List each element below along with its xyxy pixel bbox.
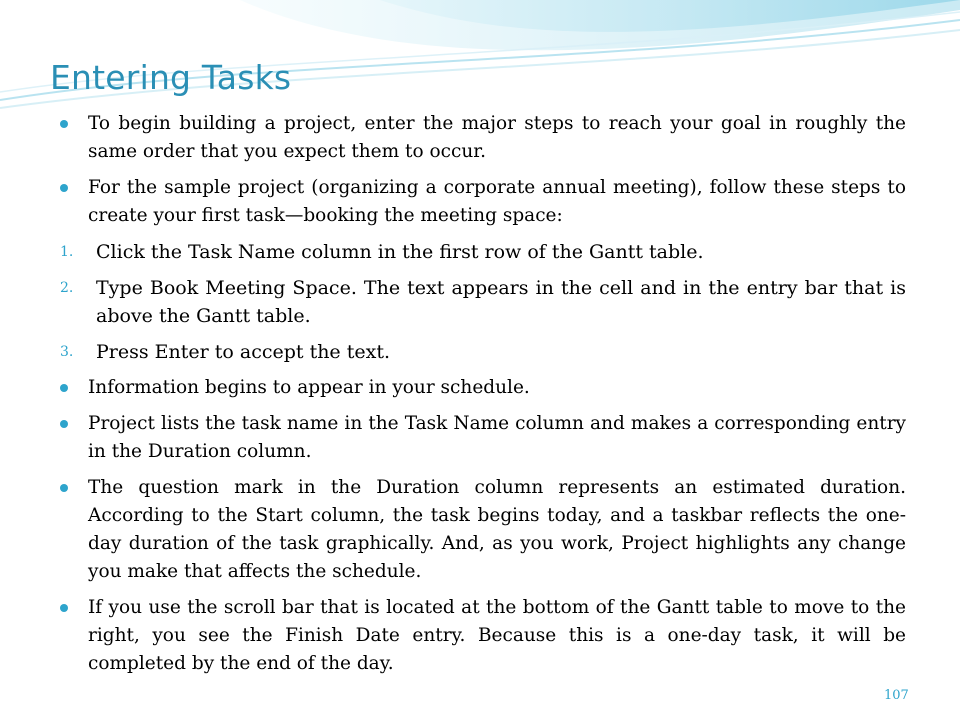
bullet-icon (60, 420, 68, 428)
item-text: Click the Task Name column in the first row of the Gantt table. (96, 241, 704, 263)
bullet-item (60, 374, 906, 402)
list-number: 3. (60, 344, 74, 360)
bullet-icon (60, 384, 68, 392)
bullet-item (60, 474, 906, 586)
slide-title: Entering Tasks (50, 58, 292, 97)
item-text: The question mark in the Duration column represents an estimated duration. According to the Start column, the task begins today, and a taskbar reflects the one-day duration of the task graphically. And, as you work, Project highlights any change you make that affects the schedule. (88, 477, 906, 582)
page-number: 107 (884, 688, 909, 703)
bullet-icon (60, 484, 68, 492)
item-text: If you use the scroll bar that is located at the bottom of the Gantt table to move to the right, you see the Finish Date entry. Because this is a one-day task, it will be completed by the end of the day. (88, 597, 906, 674)
bullet-item (60, 174, 906, 230)
slide-content (60, 110, 906, 686)
bullet-item (60, 594, 906, 678)
numbered-item (60, 238, 906, 266)
item-text: To begin building a project, enter the major steps to reach your goal in roughly the same order that you expect them to occur. (88, 113, 906, 162)
item-text: For the sample project (organizing a corporate annual meeting), follow these steps to create your first task—booking the meeting space: (88, 177, 906, 226)
item-text: Type Book Meeting Space. The text appears in the cell and in the entry bar that is above the Gantt table. (96, 277, 906, 327)
item-text: Press Enter to accept the text. (96, 341, 390, 363)
list-number: 1. (60, 244, 74, 260)
item-text: Information begins to appear in your schedule. (88, 377, 530, 398)
bullet-item (60, 110, 906, 166)
numbered-item (60, 338, 906, 366)
bullet-icon (60, 604, 68, 612)
bullet-icon (60, 184, 68, 192)
item-text: Project lists the task name in the Task Name column and makes a corresponding entry in the Duration column. (88, 413, 906, 462)
numbered-item (60, 274, 906, 330)
bullet-icon (60, 120, 68, 128)
list-number: 2. (60, 280, 74, 296)
bullet-item (60, 410, 906, 466)
